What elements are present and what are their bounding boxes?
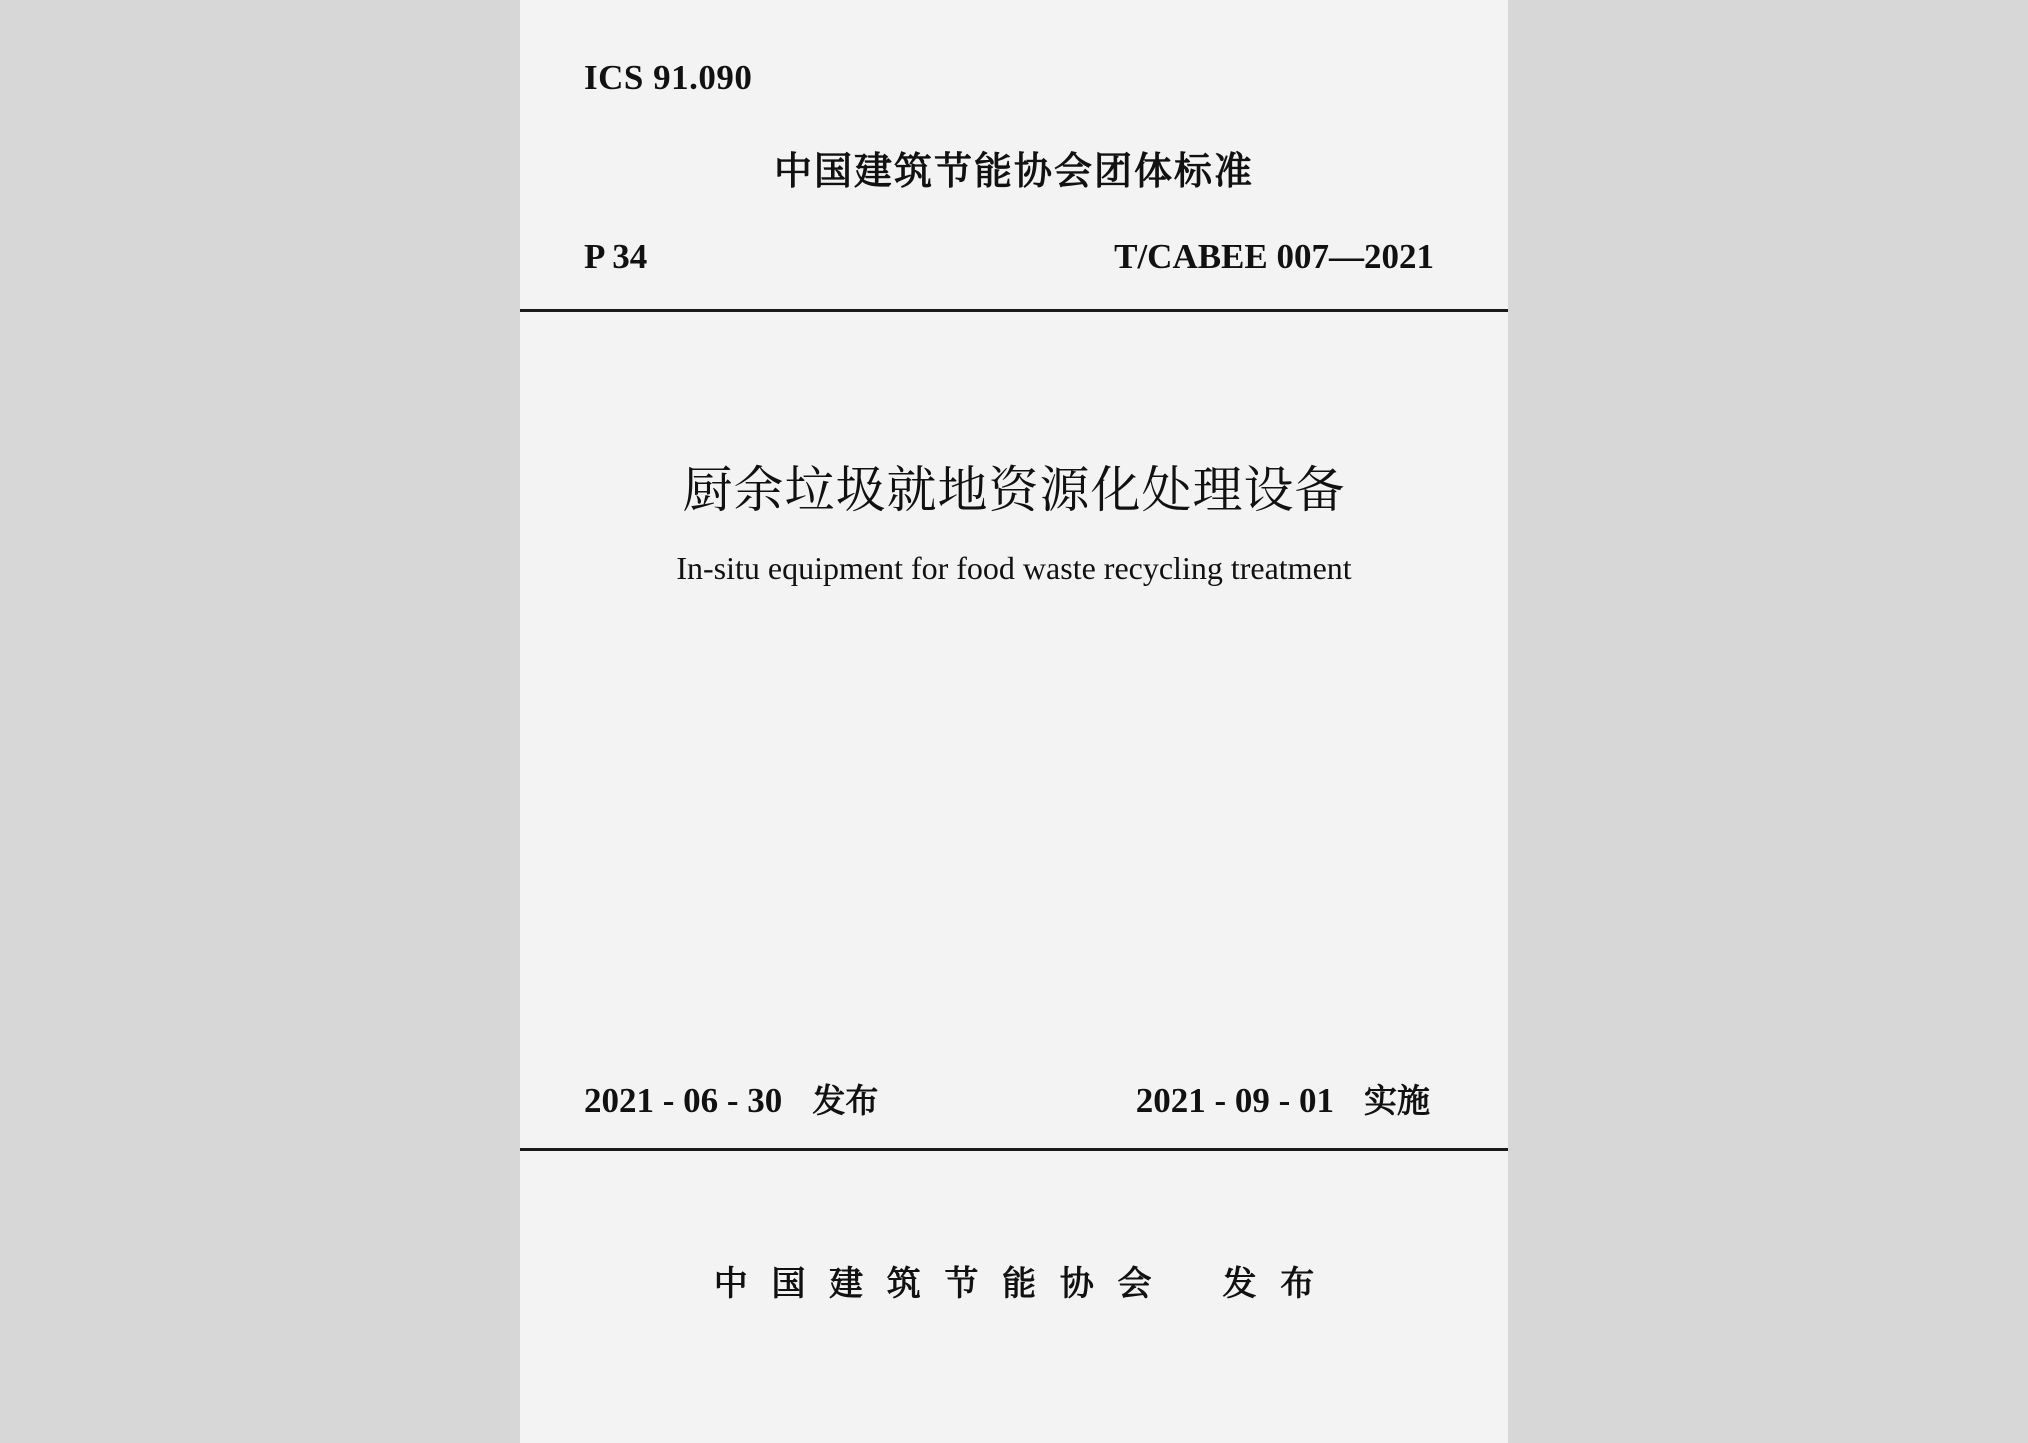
title-english: In-situ equipment for food waste recycling treatment bbox=[676, 550, 1352, 586]
implementation-label: 实施 bbox=[1364, 1081, 1430, 1120]
issue-date-line bbox=[584, 1075, 878, 1122]
document-page bbox=[520, 0, 1508, 1443]
title-chinese: 厨余垃圾就地资源化处理设备 bbox=[682, 461, 1346, 519]
issue-label: 发布 bbox=[812, 1081, 879, 1120]
implementation-date-line bbox=[1136, 1075, 1430, 1122]
ics-code: ICS 91.090 bbox=[584, 58, 753, 97]
publisher-line: 中 国 建 筑 节 能 协 会 发 布 bbox=[713, 1264, 1315, 1304]
ccs-code: P 34 bbox=[584, 237, 648, 276]
issue-date: 2021 - 06 - 30 bbox=[584, 1081, 783, 1120]
bottom-divider bbox=[520, 1148, 1508, 1151]
implementation-date: 2021 - 09 - 01 bbox=[1135, 1081, 1334, 1120]
top-divider bbox=[520, 309, 1508, 312]
association-standard-heading: 中国建筑节能协会团体标准 bbox=[773, 149, 1254, 193]
standard-number: T/CABEE 007—2021 bbox=[1114, 237, 1434, 276]
